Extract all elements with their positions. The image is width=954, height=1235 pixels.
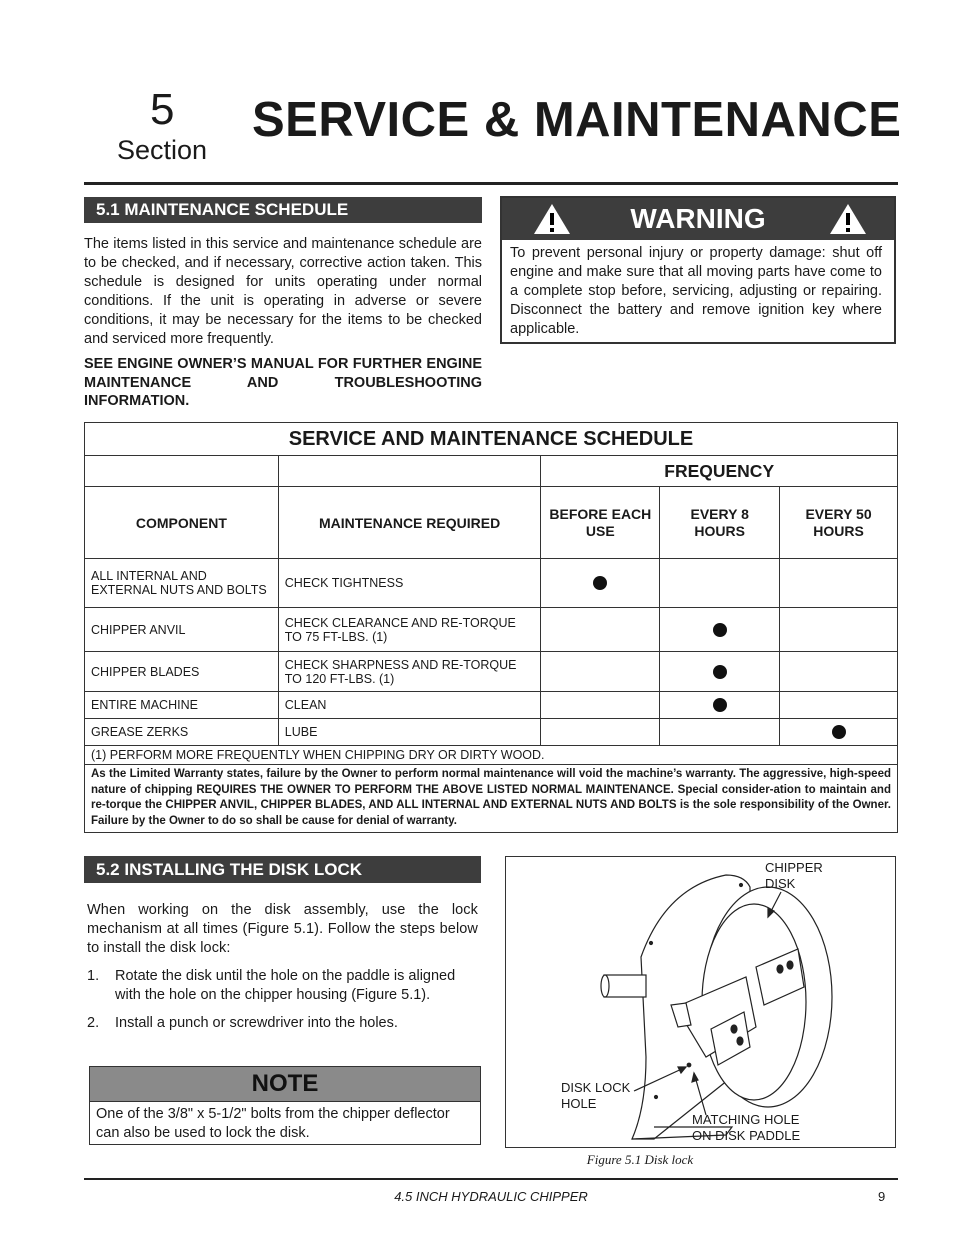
label-disk-lock-hole [561,1080,630,1112]
component-cell: CHIPPER BLADES [85,652,279,692]
note-box [89,1066,481,1145]
label-line: ON DISK PADDLE [692,1128,801,1143]
component-cell: GREASE ZERKS [85,719,279,746]
section-5-1-paragraph: The items listed in this service and maintenance schedule are to be checked, and if necessary, corrective action taken. This schedule is designed for units operating under normal conditions. If the unit is operating in adverse or severe conditions, it may be necessary for the items to be checked and serviced more frequently. [84,236,482,347]
label-line: DISK [765,876,796,891]
every50-cell [780,652,898,692]
maintenance-cell: CHECK SHARPNESS AND RE-TORQUE TO 120 FT-LBS. (1) [278,652,541,692]
frequency-dot [593,576,607,590]
maintenance-schedule-table [84,422,898,833]
section-number: 5 [150,85,175,134]
every50-cell [780,719,898,746]
table-row [85,692,898,719]
figure-caption: Figure 5.1 Disk lock [586,1152,694,1167]
page-number: 9 [878,1189,886,1204]
engine-manual-note: SEE ENGINE OWNER’S MANUAL FOR FURTHER ENGINE MAINTENANCE AND TROUBLESHOOTING INFORMATION. [84,356,482,409]
warning-triangle-icon [828,202,868,236]
every8-cell [660,719,780,746]
footer-title: 4.5 INCH HYDRAULIC CHIPPER [394,1189,588,1204]
every8-cell [660,559,780,608]
component-cell: ENTIRE MACHINE [85,692,279,719]
header-rule [84,182,898,185]
step-number: 2. [87,1015,100,1031]
table-row [85,719,898,746]
maintenance-cell: CHECK TIGHTNESS [278,559,541,608]
component-cell: ALL INTERNAL AND EXTERNAL NUTS AND BOLTS [85,559,279,608]
label-line: DISK LOCK [561,1080,631,1095]
table-blank-cell [278,456,541,487]
footer-rule [84,1178,898,1180]
note-text: One of the 3/8" x 5-1/2" bolts from the chipper deflector can also be used to lock the disk. [96,1106,450,1141]
section-5-2-heading: 5.2 INSTALLING THE DISK LOCK [84,856,481,883]
column-header-maintenance: MAINTENANCE REQUIRED [278,487,541,559]
column-header-component: COMPONENT [85,487,279,559]
label-chipper-disk [765,860,823,892]
label-line: HOLE [561,1096,597,1111]
step-text: Install a punch or screwdriver into the holes. [115,1015,398,1031]
figure-disk-lock [505,856,896,1148]
warning-title: WARNING [630,203,766,234]
table-blank-cell [85,456,279,487]
step-number: 1. [87,968,100,984]
step-text: Rotate the disk until the hole on the paddle is aligned with the hole on the chipper housing (Figure 5.1). [115,968,456,1003]
table-caption: SERVICE AND MAINTENANCE SCHEDULE [85,423,898,456]
section-5-1-heading: 5.1 MAINTENANCE SCHEDULE [84,197,482,223]
before-cell [541,608,660,652]
column-header-before-each-use: BEFORE EACH USE [541,487,660,559]
maintenance-cell: CLEAN [278,692,541,719]
every8-cell [660,652,780,692]
warning-header [502,198,894,240]
every50-cell [780,692,898,719]
component-cell: CHIPPER ANVIL [85,608,279,652]
maintenance-cell: LUBE [278,719,541,746]
before-cell [541,652,660,692]
table-row [85,608,898,652]
every8-cell [660,692,780,719]
warning-text: To prevent personal injury or property damage: shut off engine and make sure that all moving parts have come to a complete stop before, servicing, adjusting or repairing. Disconnect the battery and remove ignition key where applicable. [510,245,882,337]
note-title: NOTE [90,1067,480,1102]
section-5-2-paragraph: When working on the disk assembly, use the lock mechanism at all times (Figure 5.1). Follow the steps below to install the disk lock: [87,902,478,956]
frequency-header: FREQUENCY [541,456,898,487]
table-row [85,652,898,692]
label-line: CHIPPER [765,860,823,875]
table-row [85,559,898,608]
frequency-dot [713,698,727,712]
section-word: Section [117,135,208,165]
before-cell [541,692,660,719]
every50-cell [780,608,898,652]
column-header-every-50-hours: EVERY 50 HOURS [780,487,898,559]
column-header-every-8-hours: EVERY 8 HOURS [660,487,780,559]
page-title: SERVICE & MAINTENANCE [252,93,902,147]
warning-box [500,196,896,344]
before-cell [541,719,660,746]
table-footnote: (1) PERFORM MORE FREQUENTLY WHEN CHIPPING DRY OR DIRTY WOOD. [85,746,898,765]
label-matching-hole [692,1112,800,1144]
label-line: MATCHING HOLE [692,1112,800,1127]
before-cell [541,559,660,608]
every8-cell [660,608,780,652]
frequency-dot [832,725,846,739]
every50-cell [780,559,898,608]
frequency-dot [713,665,727,679]
maintenance-cell: CHECK CLEARANCE AND RE-TORQUE TO 75 FT-LBS. (1) [278,608,541,652]
frequency-dot [713,623,727,637]
warranty-statement: As the Limited Warranty states, failure by the Owner to perform normal maintenance will void the machine’s warranty. The aggressive, high-speed nature of chipping REQUIRES THE OWNER TO PERFORM THE ABOVE LISTED NORMAL MAINTENANCE. Special consider-ation to maintain and re-torque the CHIPPER ANVIL, CHIPPER BLADES, AND ALL INTERNAL AND EXTERNAL NUTS AND BOLTS is the sole responsibility of the Owner. Failure by the Owner to do so shall be cause for denial of warranty. [85,765,898,833]
